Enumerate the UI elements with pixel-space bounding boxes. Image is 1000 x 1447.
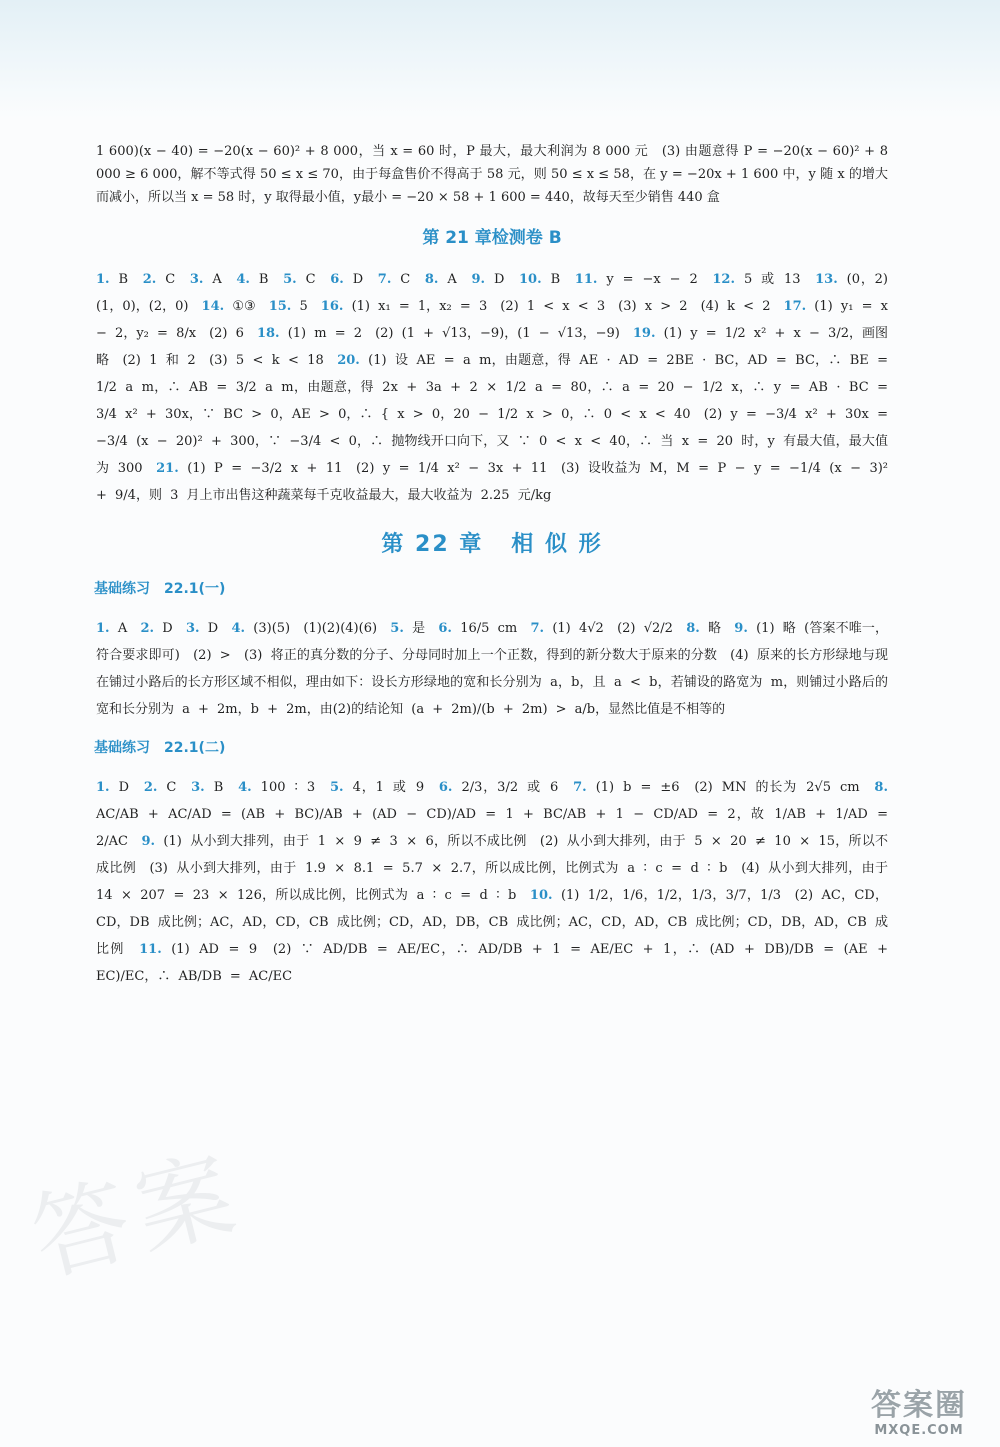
question-number: 3. [189,272,204,287]
answer-text: 2/3，3/2 或 6 [452,780,574,795]
answer-text: D [109,780,144,795]
site-watermark-logo [844,1389,994,1441]
answer-text: (1) y = 1/2 x² + x − 3/2，画图略 (2) 1 和 2 (3) 5 < k < 18 [96,326,888,368]
answer-text: 5 [291,299,321,314]
question-number: 15. [268,299,292,314]
question-number: 5. [283,272,297,287]
answer-text: (1) P = −3/2 x + 11 (2) y = 1/4 x² − 3x + 11 (3) 设收益为 M，M = P − y = −1/4 (x − 3)² + 9/4，则 3 月上市出售这种蔬菜每千克收益最大，最大收益为 2.25 元/kg [96,461,889,503]
answer-text: 5 或 13 [735,272,816,287]
chapter-21-test-b-title: 第 21 章检测卷 B [422,228,562,248]
answer-text: (1) m = 2 (2) (1 + √13，−9)，(1 − √13，−9) [279,326,633,341]
answer-text: D [485,272,520,287]
answer-text: 4，1 或 9 [343,780,439,795]
question-number: 2. [143,780,158,795]
question-number: 14. [201,299,225,314]
answer-text: (1) AD = 9 (2) ∵ AD/DB = AE/EC，∴ AD/DB + 1 = AE/EC + 1，∴ (AD + DB)/DB = (AE + EC)/EC，∴ AB/DB = AC/EC [96,942,888,984]
answer-text: B [249,272,284,287]
answer-text: C [157,780,192,795]
answer-text: C [391,272,425,287]
section-22-1-1-answers [96,615,888,723]
answer-text: (1) 设 AE = a m，由题意，得 AE · AD = 2BE · BC，AD = BC，∴ BE = 1/2 a m，∴ AB = 3/2 a m，由题意，得 2x + 3a + 2 × 1/2 a = 80，∴ a = 20 − 1/2 x，∴ y = AB · BC = 3/4 x² + 30x，∵ BC > 0，AE > 0，∴ { x > 0，20 − 1/2 x > 0，∴ 0 < x < 40 (2) y = −3/4 x² + 30x = −3/4 (x − 20)² + 300，∵ −3/4 < 0，∴ 抛物线开口向下，又 ∵ 0 < x < 40，∴ 当 x = 20 时，y 有最大值，最大值为 300 [96,353,888,476]
answer-text: (1) y₁ = x − 2，y₂ = 8/x (2) 6 [96,299,888,341]
answer-text: AC/AB + AC/AD = (AB + BC)/AB + (AD − CD)/AD = 1 + BC/AB + 1 − CD/AD = 2，故 1/AB + 1/AD = 2/AC [96,807,888,849]
question-number: 1. [96,621,110,636]
question-number: 9. [734,621,748,636]
answer-text: A [203,272,237,287]
section-code: 22.1(二) [164,740,226,756]
answer-list [96,615,888,723]
section-code: 22.1(一) [164,581,226,597]
answer-page [94,140,902,996]
answer-text: (0，2) (1，0)，(2，0) [96,272,902,314]
question-number: 10. [529,888,553,903]
question-number: 17. [783,299,807,314]
question-number: 6. [330,272,344,287]
answer-text: D [199,621,232,636]
question-number: 21. [156,461,179,476]
question-number: 3. [185,621,200,636]
answer-list [96,266,902,509]
question-number: 4. [231,621,246,636]
section-22-1-1-heading [94,578,888,601]
question-number: 18. [256,326,280,341]
question-number: 6. [438,780,453,795]
question-number: 2. [140,621,155,636]
answer-text: B [204,780,239,795]
section-label: 基础练习 [94,581,150,597]
answer-text: D [154,621,186,636]
section-label: 基础练习 [94,740,150,756]
continuation-paragraph: 1 600)(x − 40) = −20(x − 60)² + 8 000，当 x = 60 时，P 最大，最大利润为 8 000 元 (3) 由题意得 P = −20(x − 60)² + 8 000 ≥ 6 000，解不等式得 50 ≤ x ≤ 70，由于每盒售价不得高于 58 元，则 50 ≤ x ≤ 58，在 y = −20x + 1 600 中，y 随 x 的增大而减小，所以当 x = 58 时，y 取得最小值，y最小 = −20 × 58 + 1 600 = 440，故每天至少销售 440 盒 [96,144,888,205]
section-22-1-2-answers [96,774,888,990]
answer-text: D [343,272,378,287]
watermark-domain: MXQE.COM [874,1423,964,1438]
question-number: 20. [337,353,360,368]
question-number: 19. [632,326,656,341]
question-number: 7. [530,621,545,636]
answer-text: 100 ∶ 3 [251,780,330,795]
question-number: 16. [320,299,344,314]
answer-text: (1) b = ±6 (2) MN 的长为 2√5 cm [586,780,875,795]
section-22-1-2-heading [94,737,888,760]
faint-background-watermark: 答案 [21,1135,255,1296]
page-top-band [0,0,1000,118]
answer-text: 16/5 cm [451,621,531,636]
question-number: 4. [236,272,250,287]
question-number: 5. [390,621,404,636]
question-number: 8. [874,780,888,795]
answer-text: A [438,272,472,287]
answer-text: 略 [699,621,735,636]
answer-text: 是 [403,621,439,636]
question-number: 3. [191,780,205,795]
question-number: 7. [377,272,392,287]
chapter-number: 第 22 章 [381,532,484,557]
question-number: 9. [141,834,156,849]
question-number: 5. [329,780,344,795]
answer-text: (1) 1/2，1/6，1/2，1/3，3/7，1/3 (2) AC，CD，CD，DB 成比例；AC，AD，CD，CB 成比例；CD，AD，DB，CB 成比例；AC，CD，AD，CB 成比例；CD，DB，AD，CB 成比例 [96,888,888,957]
answer-text: (1) 从小到大排列，由于 1 × 9 ≠ 3 × 6，所以不成比例 (2) 从小到大排列，由于 5 × 20 ≠ 10 × 15，所以不成比例 (3) 从小到大排列，由于 1.9 × 8.1 = 5.7 × 2.7，所以成比例，比例式为 a ∶ c = d ∶ b (4) 从小到大排列，由于 14 × 207 = 23 × 126，所以成比例，比例式为 a ∶ c = d ∶ b [96,834,888,903]
question-number: 11. [574,272,598,287]
answer-text: C [156,272,190,287]
question-number: 9. [471,272,486,287]
answer-text: (1) x₁ = 1，x₂ = 3 (2) 1 < x < 3 (3) x > 2 (4) k < 2 [343,299,784,314]
chapter-22-title [96,533,888,556]
answer-text: A [109,621,141,636]
question-number: 11. [139,942,162,957]
question-number: 13. [815,272,838,287]
question-number: 4. [238,780,252,795]
answer-text: C [296,272,331,287]
answer-text: B [109,272,143,287]
chapter-name: 相 似 形 [511,532,603,557]
question-number: 1. [96,780,110,795]
question-number: 7. [573,780,587,795]
answer-text: ①③ [224,299,269,314]
question-number: 12. [712,272,736,287]
answer-text: (1) 4√2 (2) √2/2 [544,621,687,636]
answer-text: (1) 略 (答案不唯一，符合要求即可) (2) > (3) 将正的真分数的分子、分母同时加上一个正数，得到的新分数大于原来的分数 (4) 原来的长方形绿地与现在铺过小路后的长方形区域不相似，理由如下：设长方形绿地的宽和长分别为 a，b，且 a < b，若铺设的路宽为 m，则铺过小路后的宽和长分别为 a + 2m，b + 2m，由(2)的结论知 (a + 2m)/(b + 2m) > a/b，显然比值是不相等的 [96,621,888,717]
watermark-brand: 答案圈 [871,1388,967,1423]
answer-text: (3)(5) (1)(2)(4)(6) [245,621,391,636]
question-number: 6. [438,621,452,636]
question-number: 1. [96,272,110,287]
answer-text: y = −x − 2 [597,272,713,287]
chapter-21-test-b-answers [96,266,902,509]
question-number: 8. [686,621,700,636]
question-number: 10. [519,272,542,287]
answer-text: B [541,272,575,287]
question-number: 8. [424,272,439,287]
answer-list [96,774,888,990]
question-number: 2. [142,272,157,287]
